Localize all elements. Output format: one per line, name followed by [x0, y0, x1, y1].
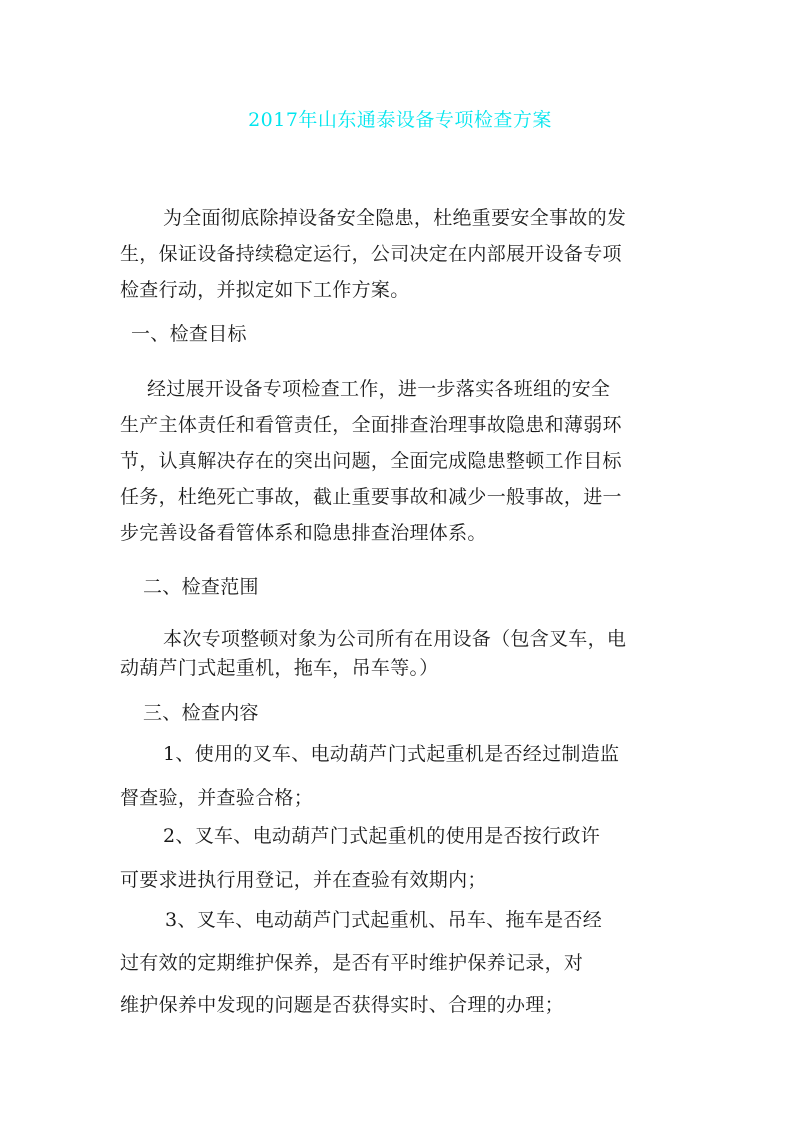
intro-line-3: 检查行动，并拟定如下工作方案。 [120, 279, 410, 301]
section-1-heading: 一、检查目标 [131, 323, 247, 345]
section-2-line-2: 动葫芦门式起重机，拖车，吊车等。） [120, 657, 439, 679]
document-title: 2017年山东通泰设备专项检查方案 [248, 109, 552, 131]
section-3-heading: 三、检查内容 [143, 702, 259, 724]
intro-line-2: 生，保证设备持续稳定运行，公司决定在内部展开设备专项 [120, 243, 622, 265]
item-3-line-2: 过有效的定期维护保养，是否有平时维护保养记录，对 [120, 952, 584, 974]
item-2-line-1: 2、叉车、电动葫芦门式起重机的使用是否按行政许 [163, 825, 600, 847]
item-2-line-2: 可要求进执行用登记，并在查验有效期内； [120, 869, 487, 891]
intro-line-1: 为全面彻底除掉设备安全隐患，杜绝重要安全事故的发 [163, 207, 627, 229]
item-3-line-3: 维护保养中发现的问题是否获得实时、合理的办理； [120, 994, 564, 1016]
section-2-line-1: 本次专项整顿对象为公司所有在用设备（包含叉车，电 [163, 628, 627, 650]
section-1-line-4: 任务，杜绝死亡事故，截止重要事故和减少一般事故，进一 [120, 486, 622, 508]
section-1-line-2: 生产主体责任和看管责任，全面排查治理事故隐患和薄弱环 [120, 414, 622, 436]
section-2-heading: 二、检查范围 [143, 576, 259, 598]
section-1-line-1: 经过展开设备专项检查工作，进一步落实各班组的安全 [147, 378, 611, 400]
item-3-line-1: 3、叉车、电动葫芦门式起重机、吊车、拖车是否经 [165, 909, 602, 931]
item-1-line-1: 1、使用的叉车、电动葫芦门式起重机是否经过制造监 [163, 743, 620, 765]
section-1-line-3: 节，认真解决存在的突出问题，全面完成隐患整顿工作目标 [120, 450, 622, 472]
item-1-line-2: 督查验，并查验合格； [120, 787, 314, 809]
section-1-line-5: 步完善设备看管体系和隐患排查治理体系。 [120, 522, 487, 544]
